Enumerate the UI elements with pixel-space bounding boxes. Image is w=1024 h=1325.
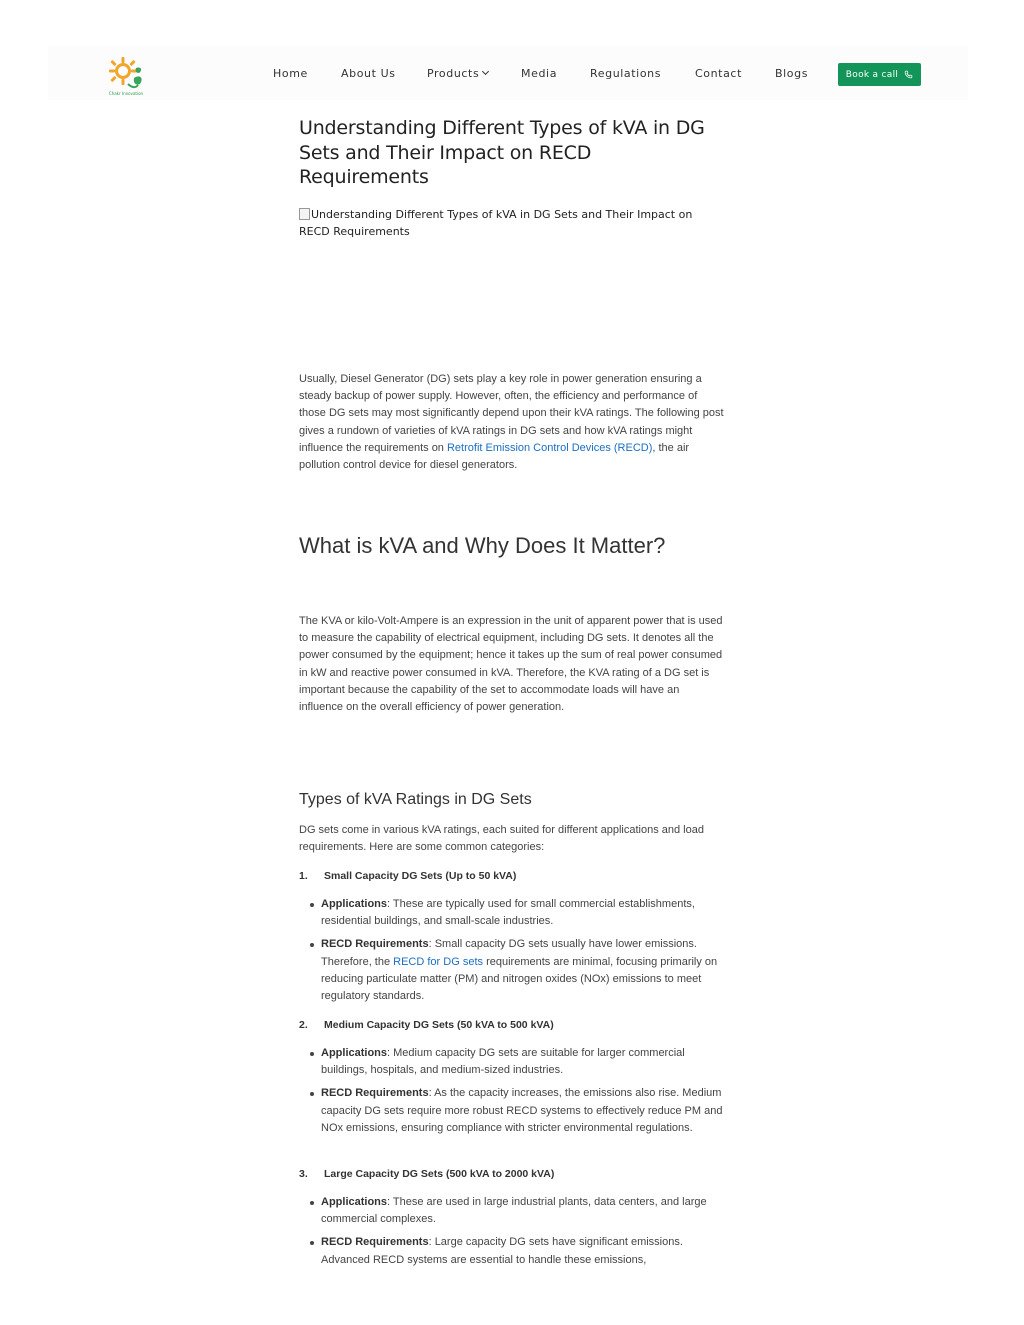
section-heading-large-capacity [299, 1168, 554, 1180]
nav-blogs[interactable]: Blogs [775, 67, 809, 80]
sun-leaf-logo-icon [106, 54, 146, 94]
list-item [321, 1234, 725, 1268]
broken-image-icon [299, 208, 310, 220]
section-title: Medium Capacity DG Sets (50 kVA to 500 kVA) [324, 1019, 554, 1031]
list-item [321, 1085, 725, 1137]
list-item [321, 896, 725, 930]
applications-text: : Medium capacity DG sets are suitable for larger commercial buildings, hospitals, and medium-sized industries. [321, 1047, 685, 1077]
list-item [321, 1194, 725, 1228]
applications-label: Applications [321, 1047, 388, 1059]
section-number: 1. [299, 870, 308, 882]
nav-media[interactable]: Media [521, 67, 558, 80]
recd-requirements-text-end: requirements are minimal, focusing primarily on reducing particulate matter (PM) and nitrogen oxides (NOx) emissions to meet regulatory standards. [321, 955, 718, 1003]
intro-paragraph [299, 371, 725, 474]
nav-products[interactable] [427, 67, 488, 80]
intro-text: Usually, Diesel Generator (DG) sets play a key role in power generation ensuring a steady backup of power supply. However, often, the efficiency and performance of those DG sets may most significantly depend upon their kVA ratings. The following post gives a rundown of varieties of kVA ratings in DG sets and how kVA ratings might influence the requirements on [299, 373, 724, 454]
applications-label: Applications [321, 1196, 388, 1208]
book-a-call-label: Book a call [845, 69, 899, 80]
large-capacity-list [321, 1194, 725, 1275]
applications-label: Applications [321, 898, 388, 910]
heading-types-of-kva: Types of kVA Ratings in DG Sets [299, 791, 532, 808]
recd-requirements-label: RECD Requirements [321, 938, 429, 951]
recd-requirements-label: RECD Requirements [321, 1087, 429, 1100]
recd-requirements-text: : As the capacity increases, the emissions also rise. Medium capacity DG sets require more robust RECD systems to effectively reduce PM and NOx emissions, ensuring compliance with stricter environmental regulations. [321, 1087, 723, 1134]
heading-what-is-kva: What is kVA and Why Does It Matter? [299, 533, 666, 558]
applications-text: : These are typically used for small commercial establishments, residential buildings, and small-scale industries. [321, 898, 695, 928]
logo-text: Chakr Innovation [108, 91, 144, 96]
book-a-call-button[interactable] [838, 63, 921, 86]
recd-for-dg-sets-link[interactable]: RECD for DG sets [393, 955, 484, 968]
applications-text: : These are used in large industrial plants, data centers, and large commercial complexes. [321, 1196, 707, 1226]
chevron-down-icon [482, 68, 489, 75]
types-intro-paragraph: DG sets come in various kVA ratings, each suited for different applications and load requirements. Here are some common categories: [299, 824, 704, 854]
list-item [321, 936, 725, 1005]
section-heading-medium-capacity [299, 1019, 554, 1031]
featured-image-alt-text: Understanding Different Types of kVA in DG Sets and Their Impact on RECD Requirements [299, 208, 693, 238]
section-number: 2. [299, 1019, 308, 1031]
recd-requirements-label: RECD Requirements [321, 1236, 429, 1249]
article-title: Understanding Different Types of kVA in DG Sets and Their Impact on RECD Requirements [299, 117, 705, 188]
article [299, 116, 725, 1266]
section-title: Large Capacity DG Sets (500 kVA to 2000 kVA) [324, 1168, 555, 1180]
nav-regulations[interactable]: Regulations [590, 67, 662, 80]
intro-text-end: , the air pollution control device for diesel generators. [299, 441, 690, 472]
what-is-kva-paragraph: The KVA or kilo-Volt-Ampere is an expression in the unit of apparent power that is used to measure the capability of electrical equipment, including DG sets. It denotes all the power consumed by the equipment; hence it takes up the sum of real power consumed in kW and reactive power consumed in kVA. Therefore, the KVA rating of a DG set is important because the capability of the set to accommodate loads will have an influence on the overall efficiency of power generation. [299, 615, 723, 714]
nav-products-label: Products [427, 67, 480, 80]
section-title: Small Capacity DG Sets (Up to 50 kVA) [324, 870, 517, 882]
featured-image [299, 206, 719, 240]
section-number: 3. [299, 1168, 308, 1180]
list-item [321, 1045, 725, 1079]
nav-about-us[interactable]: About Us [341, 67, 396, 80]
recd-requirements-text: : Small capacity DG sets usually have lower emissions. Therefore, the [321, 938, 697, 968]
medium-capacity-list [321, 1045, 725, 1143]
recd-requirements-text: : Large capacity DG sets have significant emissions. Advanced RECD systems are essential to handle these emissions, [321, 1236, 683, 1266]
recd-link[interactable]: Retrofit Emission Control Devices (RECD) [446, 441, 653, 454]
chakr-logo[interactable] [106, 54, 146, 98]
nav-contact[interactable]: Contact [695, 67, 742, 80]
phone-icon [904, 70, 913, 79]
section-heading-small-capacity [299, 870, 516, 882]
nav-home[interactable]: Home [273, 67, 308, 80]
site-header [48, 46, 968, 100]
small-capacity-list [321, 896, 725, 1011]
